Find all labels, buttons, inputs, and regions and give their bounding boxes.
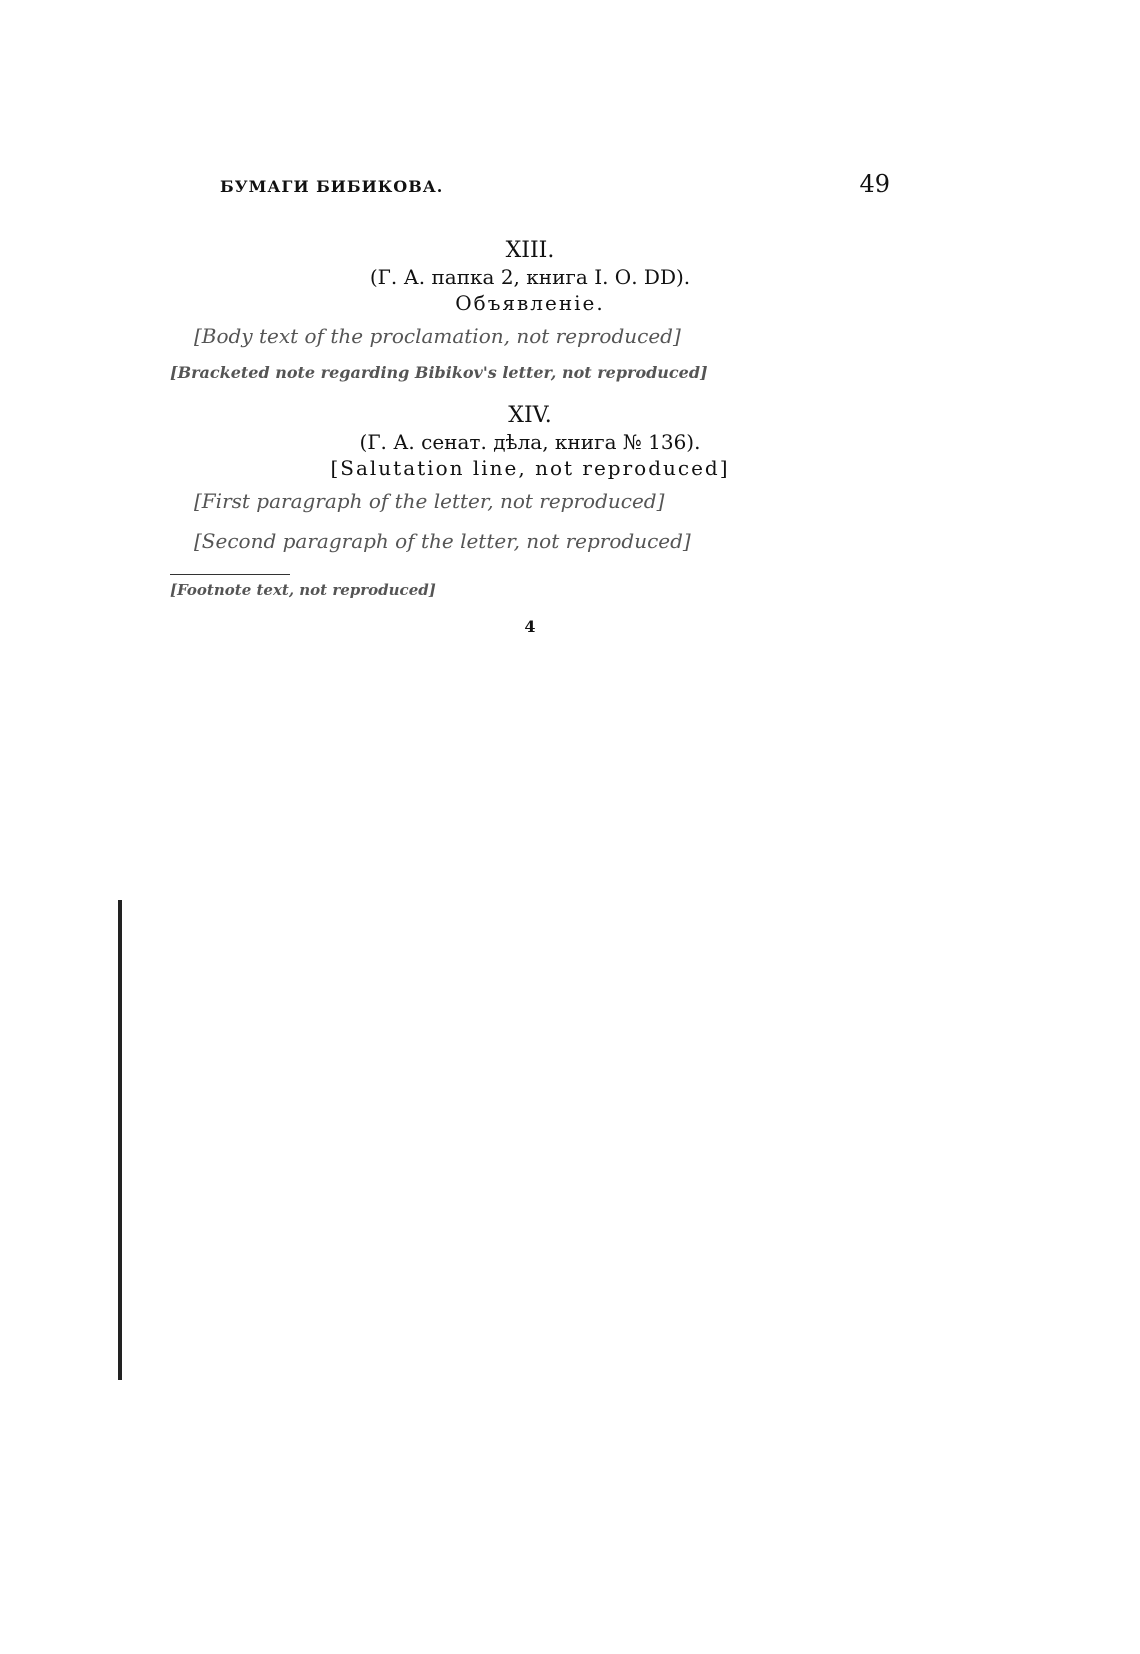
source-citation: (Г. А. сенат. дѣла, книга № 136). [359, 430, 701, 454]
section-number: XIII. [505, 238, 555, 263]
editorial-note: [Bracketed note regarding Bibikov's letter, not reproduced] [170, 363, 708, 382]
footnote-rule [170, 574, 290, 575]
footnote: [Footnote text, not reproduced] [170, 581, 436, 599]
body-paragraph: [Second paragraph of the letter, not reproduced] [194, 529, 691, 553]
body-paragraph: [Body text of the proclamation, not reproduced] [194, 324, 681, 348]
page [170, 170, 890, 636]
margin-bar [118, 900, 122, 1380]
body-paragraph: [First paragraph of the letter, not reproduced] [194, 489, 665, 513]
running-title: БУМАГИ БИБИКОВА. [220, 177, 444, 196]
running-head [170, 170, 890, 198]
source-citation: (Г. А. папка 2, книга I. О. DD). [369, 265, 691, 289]
page-number: 49 [859, 170, 890, 198]
section-heading: Объявленіе. [455, 291, 605, 315]
salutation: [Salutation line, not reproduced] [330, 456, 730, 480]
section-number: XIV. [508, 403, 552, 428]
signature-mark: 4 [524, 617, 536, 636]
